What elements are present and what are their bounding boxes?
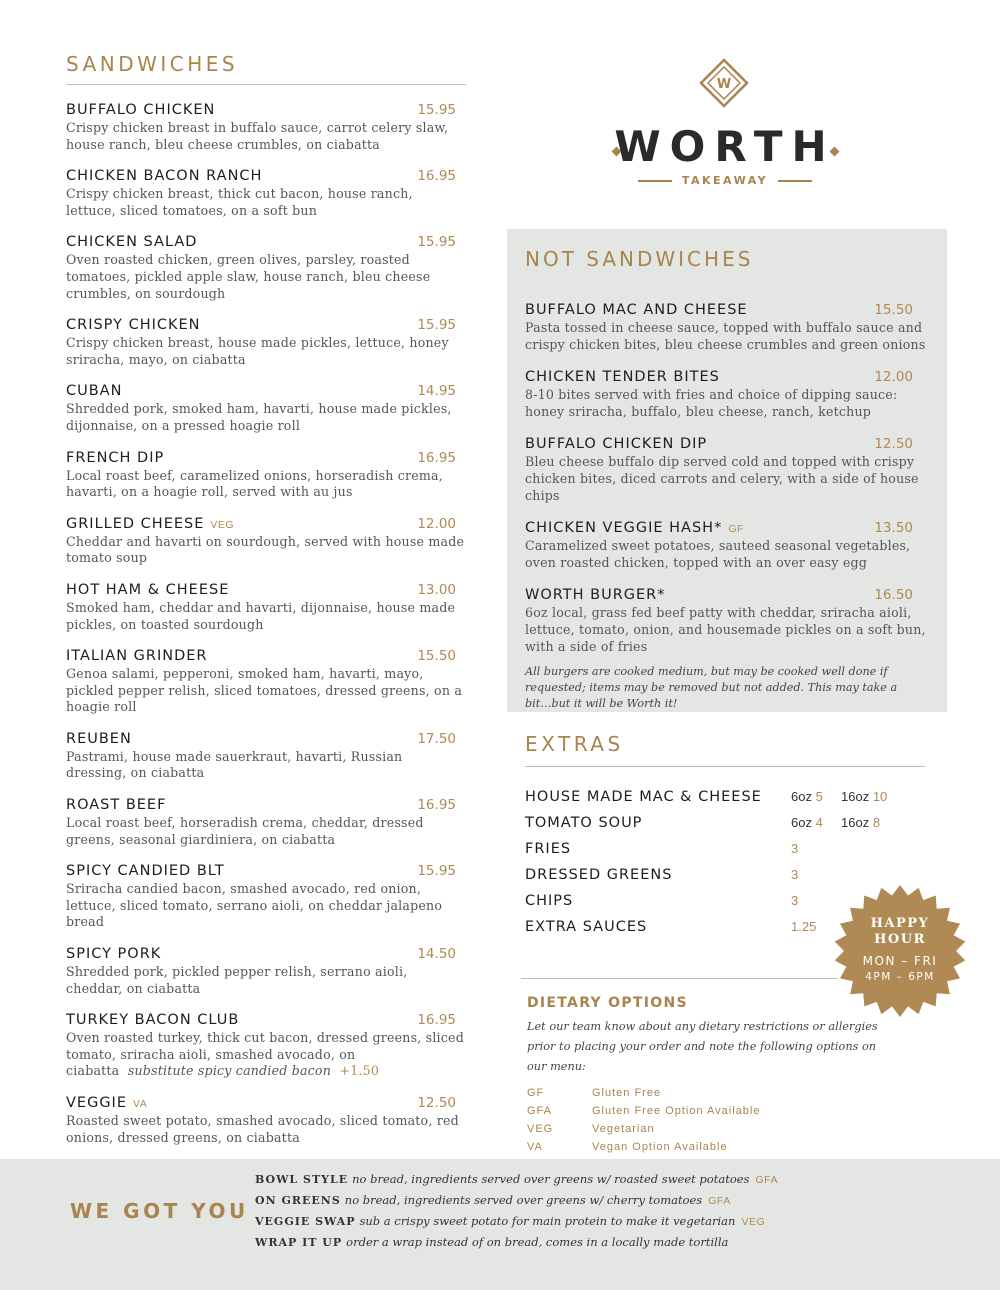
menu-item-description-text: Smoked ham, cheddar and havarti, dijonnaise, house made pickles, on toasted sourdough (66, 599, 456, 632)
menu-item-description-text: Crispy chicken breast, thick cut bacon, house ranch, lettuce, sliced tomatoes, on a soft bun (66, 186, 413, 218)
menu-item (66, 101, 466, 153)
menu-item-header (525, 586, 913, 604)
menu-item-name: BUFFALO CHICKEN DIP (525, 436, 708, 453)
section-divider (525, 766, 925, 767)
menu-item-description-text: 6oz local, grass fed beef patty with cheddar, sriracha aioli, lettuce, tomato, onion, and housemade pickles on a soft bun, with a side of fries (525, 605, 926, 654)
dietary-label: Gluten Free (592, 1087, 662, 1099)
extras-price: 5 (815, 789, 823, 804)
menu-item-header (525, 301, 913, 319)
menu-item-name: SPICY CANDIED BLT (66, 863, 225, 880)
extras-item-name: CHIPS (525, 893, 574, 909)
menu-item-description-text: Pastrami, house made sauerkraut, havarti, Russian dressing, on ciabatta (66, 748, 403, 781)
menu-item-description (66, 881, 466, 931)
menu-item-name: CHICKEN BACON RANCH (66, 168, 263, 185)
menu-item-name: BUFFALO CHICKEN (66, 102, 216, 118)
menu-item-name: HOT HAM & CHEESE (66, 581, 230, 598)
menu-item-header (66, 316, 456, 334)
menu-item (525, 586, 929, 655)
menu-item-description (66, 964, 466, 997)
dietary-tag: GFA (708, 1195, 731, 1207)
menu-item-title (66, 382, 122, 400)
menu-item-name: BUFFALO MAC AND CHEESE (525, 302, 748, 318)
menu-item-description (66, 120, 466, 153)
menu-item-title (66, 167, 262, 185)
menu-item-title (66, 862, 225, 880)
worth-logo (605, 50, 845, 200)
menu-item-price: 15.95 (417, 234, 456, 251)
option-description: no bread, ingredients served over greens w/ cherry tomatoes (344, 1193, 703, 1207)
menu-item-title (66, 796, 166, 814)
menu-item-description-text: 8-10 bites served with fries and choice of dipping sauce: honey sriracha, buffalo, bleu cheese, ranch, ketchup (525, 387, 898, 419)
menu-item-description (66, 666, 466, 716)
menu-item-title (525, 368, 720, 386)
menu-item-price: 17.50 (417, 730, 456, 747)
menu-item-name: GRILLED CHEESE (66, 515, 205, 532)
happy-hour-days: MON – FRI (862, 954, 938, 968)
menu-item-description (66, 600, 466, 633)
menu-item-description-text: Crispy chicken breast, house made pickles, lettuce, honey sriracha, mayo, on ciabatta (66, 335, 449, 367)
menu-item (66, 796, 466, 848)
happy-hour-line2: HOUR (874, 932, 926, 947)
dietary-label: Vegetarian (592, 1123, 655, 1135)
happy-hour-hours: 4PM – 6PM (865, 971, 935, 983)
menu-item-title (66, 316, 201, 334)
dietary-tag: VA (133, 1098, 148, 1110)
menu-item (66, 730, 466, 782)
menu-item (66, 945, 466, 997)
menu-item-description-text: Roasted sweet potato, smashed avocado, sliced tomato, red onions, dressed greens, on ciabatta (66, 1113, 459, 1145)
menu-item-price: 12.50 (874, 436, 913, 453)
logo-rule-right (778, 180, 812, 182)
menu-item (525, 519, 929, 571)
option-row (255, 1193, 975, 1214)
menu-item-description (66, 468, 466, 501)
extras-price-small (791, 841, 841, 856)
menu-item-price: 16.95 (417, 168, 456, 185)
menu-item-description (66, 335, 466, 368)
menu-item-description-text: Local roast beef, caramelized onions, horseradish crema, havarti, on a hoagie roll, served with au jus (66, 467, 443, 500)
menu-item-title (525, 519, 744, 537)
logo-rule-left (638, 180, 672, 182)
menu-item-name: TURKEY BACON CLUB (66, 1012, 240, 1029)
menu-item-name: VEGGIE (66, 1095, 127, 1111)
menu-item-header (66, 945, 456, 963)
dietary-section (527, 995, 887, 1159)
menu-item-price: 16.95 (417, 797, 456, 814)
option-key: VEGGIE SWAP (255, 1215, 356, 1228)
sandwiches-title: SANDWICHES (66, 52, 239, 76)
menu-item (66, 1094, 466, 1146)
menu-item-description-text: Local roast beef, horseradish crema, cheddar, dressed greens, seasonal giardiniera, on ciabatta (66, 815, 424, 847)
menu-item-price: 15.95 (417, 317, 456, 334)
menu-item-price: 12.50 (417, 1095, 456, 1111)
menu-item-price: 16.95 (417, 449, 456, 466)
extras-size: 16oz (841, 789, 870, 804)
we-got-you-section (0, 1159, 1000, 1290)
extras-price: 3 (791, 893, 799, 908)
extras-size: 6oz (791, 789, 812, 804)
extras-item-name: HOUSE MADE MAC & CHEESE (525, 789, 762, 805)
menu-item-description-text: Pasta tossed in cheese sauce, topped with buffalo sauce and crispy chicken bites, bleu cheese crumbles and green onions (525, 320, 926, 352)
menu-item-name: WORTH BURGER* (525, 587, 666, 604)
substitution-price: +1.50 (339, 1063, 380, 1079)
menu-item-description (66, 534, 466, 567)
menu-item-header (66, 382, 456, 400)
menu-item-description (66, 401, 466, 434)
logo-wordmark: WORTH (614, 122, 836, 171)
menu-item-name: ROAST BEEF (66, 797, 167, 814)
option-row (255, 1235, 975, 1256)
option-key: ON GREENS (255, 1194, 341, 1207)
menu-item-description (66, 749, 466, 782)
extras-item-name: DRESSED GREENS (525, 867, 673, 883)
menu-item (66, 581, 466, 633)
dietary-option (527, 1105, 887, 1123)
extras-price: 10 (872, 789, 888, 804)
extras-row (525, 841, 925, 867)
menu-item-header (66, 1011, 456, 1029)
option-row (255, 1172, 975, 1193)
menu-item-header (66, 449, 456, 467)
option-description: sub a crispy sweet potato for main protein to make it vegetarian (359, 1214, 736, 1228)
menu-item (525, 368, 929, 420)
menu-item-description (66, 186, 466, 219)
menu-item-price: 15.50 (417, 648, 456, 665)
menu-item-description-text: Oven roasted turkey, thick cut bacon, dressed greens, sliced tomato, sriracha aioli, smashed avocado, on ciabatta (66, 1030, 464, 1079)
menu-item-name: CHICKEN VEGGIE HASH* (525, 520, 723, 537)
menu-item-header (66, 647, 456, 665)
extras-price-large (841, 789, 887, 804)
dietary-tag: GFA (755, 1174, 778, 1186)
extras-title: EXTRAS (525, 732, 624, 756)
menu-item-description-text: Shredded pork, smoked ham, havarti, house made pickles, dijonnaise, on a pressed hoagie roll (66, 401, 452, 433)
menu-item-description-text: Bleu cheese buffalo dip served cold and topped with crispy chicken bites, diced carrots and celery, with a side of house chips (525, 454, 919, 503)
menu-item-name: CHICKEN TENDER BITES (525, 369, 720, 386)
dietary-code: GFA (527, 1105, 553, 1117)
burger-note: All burgers are cooked medium, but may be cooked well done if requested; items may be removed but not added. This may take a bit…but it will be Worth it! (525, 665, 898, 711)
menu-item (66, 1011, 466, 1080)
menu-item-price: 13.00 (417, 581, 456, 598)
extras-item-name: FRIES (525, 841, 572, 857)
extras-price: 1.25 (791, 919, 817, 934)
not-sandwiches-section (507, 229, 947, 712)
dietary-code: GF (527, 1087, 545, 1099)
menu-item-price: 13.50 (874, 520, 913, 537)
menu-item-description (525, 454, 929, 504)
menu-item-description (525, 387, 929, 420)
menu-item-description (525, 320, 929, 353)
logo-letter: W (716, 77, 732, 92)
menu-item-price: 15.95 (417, 102, 456, 118)
dietary-code: VEG (527, 1123, 554, 1135)
extras-row (525, 815, 925, 841)
menu-item-description (525, 605, 929, 655)
menu-item-description (525, 538, 929, 571)
diamond-emblem-icon (699, 58, 749, 108)
menu-item-price: 15.50 (874, 302, 913, 318)
menu-item (66, 233, 466, 302)
option-row (255, 1214, 975, 1235)
menu-item-description (66, 252, 466, 302)
option-description: no bread, ingredients served over greens w/ roasted sweet potatoes (352, 1172, 750, 1186)
extras-item-name: TOMATO SOUP (525, 815, 643, 831)
menu-item-price: 12.00 (417, 515, 456, 532)
menu-item-name: REUBEN (66, 730, 132, 747)
dietary-tag: VEG (210, 518, 235, 531)
menu-item (66, 515, 466, 567)
menu-item (66, 316, 466, 368)
substitution-note: substitute spicy candied bacon (127, 1063, 332, 1079)
dietary-option (527, 1123, 887, 1141)
menu-item-header (525, 519, 913, 537)
menu-item-name: CRISPY CHICKEN (66, 317, 201, 334)
extras-price-small (791, 815, 841, 830)
menu-item-title (525, 435, 707, 453)
dietary-title: DIETARY OPTIONS (527, 995, 688, 1011)
menu-item (66, 382, 466, 434)
extras-size: 16oz (841, 815, 870, 830)
menu-item-header (525, 368, 913, 386)
menu-item-description-text: Caramelized sweet potatoes, sauteed seasonal vegetables, oven roasted chicken, topped with an over easy egg (525, 538, 911, 570)
not-sandwiches-title: NOT SANDWICHES (525, 247, 754, 271)
logo-subtitle-text: TAKEAWAY (681, 174, 769, 187)
menu-item-name: FRENCH DIP (66, 449, 165, 466)
menu-item-name: ITALIAN GRINDER (66, 648, 208, 665)
menu-item-title (66, 647, 208, 665)
menu-item-name: SPICY PORK (66, 946, 162, 963)
menu-item-description-text: Crispy chicken breast in buffalo sauce, carrot celery slaw, house ranch, bleu cheese crumbles, on ciabatta (66, 120, 449, 152)
menu-item-price: 12.00 (874, 369, 913, 386)
menu-item-price: 16.95 (417, 1012, 456, 1029)
menu-item-price: 16.50 (874, 587, 913, 604)
dietary-divider (521, 978, 837, 979)
happy-hour-line1: HAPPY (870, 916, 930, 931)
extras-price-large (841, 815, 880, 830)
we-got-you-title: WE GOT YOU (70, 1199, 249, 1223)
menu-item-title (525, 586, 666, 604)
option-key: WRAP IT UP (255, 1236, 343, 1249)
menu-item (525, 301, 929, 353)
menu-item-description (66, 1030, 466, 1080)
dietary-list (527, 1087, 887, 1159)
menu-item-price: 14.95 (417, 383, 456, 400)
extras-price: 3 (791, 841, 799, 856)
extras-size: 6oz (791, 815, 812, 830)
we-got-you-list (255, 1172, 975, 1256)
dietary-option (527, 1087, 887, 1105)
sandwiches-section (66, 52, 466, 1160)
option-description: order a wrap instead of on bread, comes in a locally made tortilla (346, 1235, 729, 1249)
menu-item-title (525, 301, 748, 319)
menu-item-description-text: Oven roasted chicken, green olives, parsley, roasted tomatoes, pickled apple slaw, house ranch, bleu cheese crumbles, on sourdough (66, 252, 431, 301)
menu-item-description-text: Genoa salami, pepperoni, smoked ham, havarti, mayo, pickled pepper relish, sliced tomatoes, dressed greens, on a hoagie roll (66, 666, 463, 715)
menu-item-description (66, 815, 466, 848)
dietary-label: Gluten Free Option Available (592, 1105, 761, 1117)
menu-item (525, 435, 929, 504)
logo-subtitle (605, 174, 845, 187)
menu-item-header (66, 233, 456, 251)
menu-item-title (66, 1094, 147, 1112)
menu-item-description (66, 1113, 466, 1146)
menu-item-title (66, 730, 132, 748)
menu-item-title (66, 515, 234, 533)
dietary-code: VA (527, 1141, 543, 1153)
dietary-label: Vegan Option Available (592, 1141, 728, 1153)
menu-item-header (66, 1094, 456, 1112)
menu-item-name: CUBAN (66, 383, 123, 400)
menu-item-header (66, 167, 456, 185)
menu-item-title (66, 101, 215, 119)
menu-item (66, 862, 466, 931)
menu-item-header (525, 435, 913, 453)
menu-item-title (66, 233, 197, 251)
menu-item-title (66, 581, 229, 599)
menu-item-price: 15.95 (417, 863, 456, 880)
dietary-option (527, 1141, 887, 1159)
extras-price: 3 (791, 867, 799, 882)
menu-item (66, 449, 466, 501)
menu-item-name: CHICKEN SALAD (66, 234, 198, 251)
happy-hour-text (833, 916, 967, 983)
menu-item-description-text: Shredded pork, pickled pepper relish, serrano aioli, cheddar, on ciabatta (66, 964, 408, 996)
menu-item-title (66, 945, 161, 963)
menu-item (66, 167, 466, 219)
extras-price: 8 (872, 815, 881, 830)
section-divider (66, 84, 466, 85)
menu-item-description-text: Cheddar and havarti on sourdough, served with house made tomato soup (66, 533, 465, 566)
menu-item-header (66, 515, 456, 533)
not-sandwiches-list (525, 301, 929, 655)
menu-item-header (66, 581, 456, 599)
option-key: BOWL STYLE (255, 1173, 349, 1186)
menu-item-header (66, 796, 456, 814)
dietary-description: Let our team know about any dietary restrictions or allergies prior to placing your order and note the following options on our menu: (527, 1020, 878, 1073)
menu-item-description-text: Sriracha candied bacon, smashed avocado, red onion, lettuce, sliced tomato, serrano aioli, on cheddar jalapeno bread (66, 881, 443, 930)
extras-price-small (791, 789, 841, 804)
menu-item-header (66, 730, 456, 748)
dietary-tag: GF (728, 523, 744, 536)
menu-item-title (66, 449, 164, 467)
menu-item (66, 647, 466, 716)
menu-item-header (66, 862, 456, 880)
sandwich-list (66, 101, 466, 1146)
extras-price-small (791, 867, 841, 882)
dietary-tag: VEG (741, 1216, 766, 1228)
extras-price: 4 (815, 815, 823, 830)
extras-row (525, 789, 925, 815)
menu-item-title (66, 1011, 239, 1029)
extras-item-name: EXTRA SAUCES (525, 919, 648, 935)
menu-item-header (66, 101, 456, 119)
menu-item-price: 14.50 (417, 946, 456, 963)
